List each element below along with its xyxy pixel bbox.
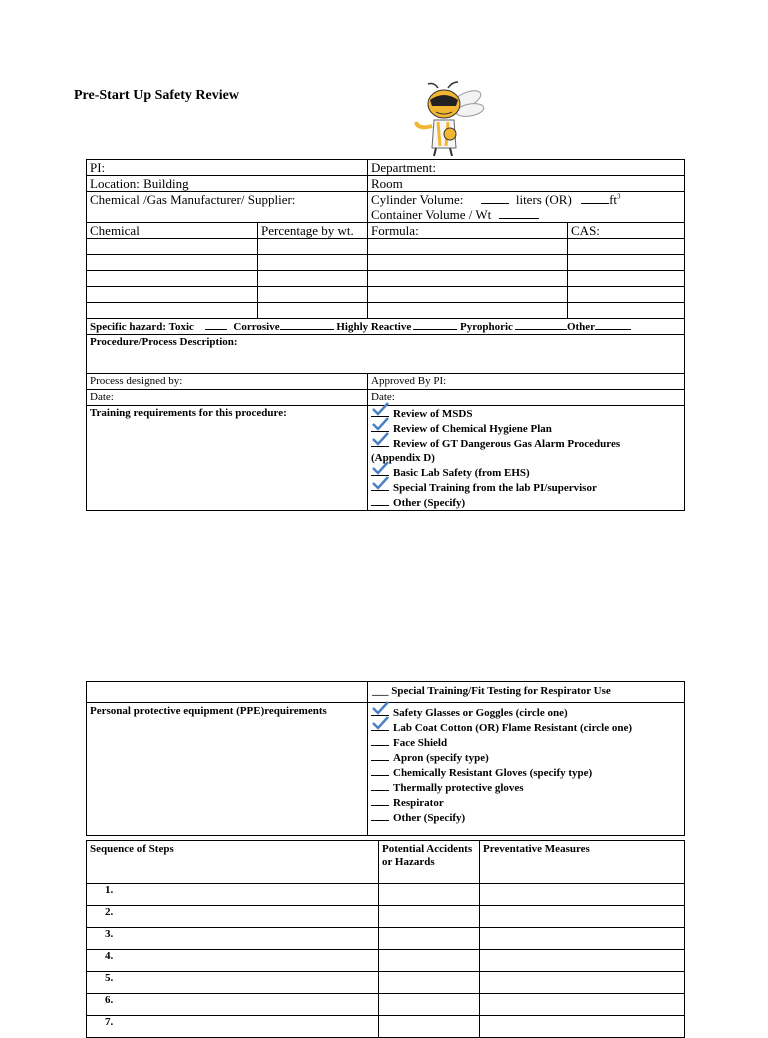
step-row[interactable] [87,1016,685,1038]
checkmark-icon[interactable] [371,421,389,432]
formula-header: Formula: [368,223,568,239]
blank-checkbox[interactable] [371,495,389,506]
location-field[interactable]: Location: Building [87,176,368,192]
pi-field[interactable]: PI: [87,160,368,176]
chemical-row[interactable] [87,239,685,255]
step-row[interactable] [87,884,685,906]
ppe-requirements-label: Personal protective equipment (PPE)requirements [87,703,368,836]
checkmark-icon[interactable] [371,720,389,731]
checkmark-icon[interactable] [371,436,389,447]
blank-checkbox[interactable] [371,735,389,746]
ft-unit-superscript: 3 [617,192,621,201]
step-number: 7. [87,1016,379,1038]
respirator-training-item[interactable]: ___ Special Training/Fit Testing for Respirator Use [368,682,685,703]
page-title: Pre-Start Up Safety Review [74,88,239,103]
step-number: 6. [87,994,379,1016]
percentage-header: Percentage by wt. [258,223,368,239]
hazard-corrosive: Corrosive [233,321,280,333]
mascot-logo [408,78,492,158]
hazard-other: Other [566,321,596,333]
step-number: 3. [87,928,379,950]
approved-by-field[interactable]: Approved By PI: [368,374,685,390]
step-number: 4. [87,950,379,972]
checkmark-icon[interactable] [371,406,389,417]
sequence-header: Sequence of Steps [87,841,379,884]
ppe-item[interactable]: Safety Glasses or Goggles (circle one) [371,705,681,720]
preventative-header: Preventative Measures [480,841,685,884]
checkmark-icon[interactable] [371,705,389,716]
hazard-highly-reactive: Highly Reactive [336,321,412,333]
ppe-item[interactable]: Chemically Resistant Gloves (specify type) [371,765,681,780]
blank-checkbox[interactable] [371,810,389,821]
training-item-continuation: (Appendix D) [371,452,435,464]
date-field-right[interactable]: Date: [368,390,685,406]
ppe-item[interactable]: Thermally protective gloves [371,780,681,795]
training-item[interactable]: Special Training from the lab PI/supervisor [371,480,681,495]
step-row[interactable] [87,972,685,994]
container-volume-label: Container Volume / Wt [371,207,492,222]
sequence-of-steps-table [86,840,685,1038]
chemical-row[interactable] [87,271,685,287]
step-row[interactable] [87,950,685,972]
training-item[interactable]: Review of GT Dangerous Gas Alarm Procedures [371,436,681,451]
chemical-row[interactable] [87,255,685,271]
step-row[interactable] [87,994,685,1016]
hazards-header: Potential Accidents or Hazards [379,841,480,884]
checkmark-icon[interactable] [371,465,389,476]
blank-checkbox[interactable] [371,795,389,806]
training-item[interactable]: Review of MSDS [371,406,681,421]
ft-unit-label: ft [609,192,618,207]
designed-by-field[interactable]: Process designed by: [87,374,368,390]
ppe-item[interactable]: Other (Specify) [371,810,681,825]
room-field[interactable]: Room [368,176,685,192]
chemical-info-table [86,159,685,511]
ppe-item[interactable]: Lab Coat Cotton (OR) Flame Resistant (circle one) [371,720,681,735]
training-item[interactable]: Basic Lab Safety (from EHS) [371,465,681,480]
liters-or-label: liters (OR) [515,192,572,207]
step-row[interactable] [87,928,685,950]
hazard-pyrophoric: Pyrophoric [459,321,513,333]
department-field[interactable]: Department: [368,160,685,176]
blank-checkbox[interactable] [371,765,389,776]
ppe-item[interactable]: Face Shield [371,735,681,750]
procedure-description-field[interactable]: Procedure/Process Description: [87,335,685,374]
hazard-toxic: Specific hazard: Toxic [90,321,194,333]
step-number: 1. [87,884,379,906]
supplier-field[interactable]: Chemical /Gas Manufacturer/ Supplier: [87,192,368,223]
blank-checkbox[interactable] [371,750,389,761]
volume-field[interactable] [368,192,685,223]
ppe-table [86,681,685,836]
training-requirements-label: Training requirements for this procedure: [87,406,368,511]
chemical-header: Chemical [87,223,258,239]
ppe-item[interactable]: Apron (specify type) [371,750,681,765]
specific-hazard-row[interactable] [87,319,685,335]
ppe-item[interactable]: Respirator [371,795,681,810]
training-item[interactable]: Review of Chemical Hygiene Plan [371,421,681,436]
chemical-row[interactable] [87,287,685,303]
cas-header: CAS: [568,223,685,239]
ppe-checklist [368,703,685,836]
chemical-row[interactable] [87,303,685,319]
training-checklist [368,406,685,511]
step-number: 5. [87,972,379,994]
training-item[interactable]: Other (Specify) [371,495,681,510]
checkmark-icon[interactable] [371,480,389,491]
step-row[interactable] [87,906,685,928]
step-number: 2. [87,906,379,928]
date-field-left[interactable]: Date: [87,390,368,406]
cylinder-volume-label: Cylinder Volume: [371,192,464,207]
blank-checkbox[interactable] [371,780,389,791]
